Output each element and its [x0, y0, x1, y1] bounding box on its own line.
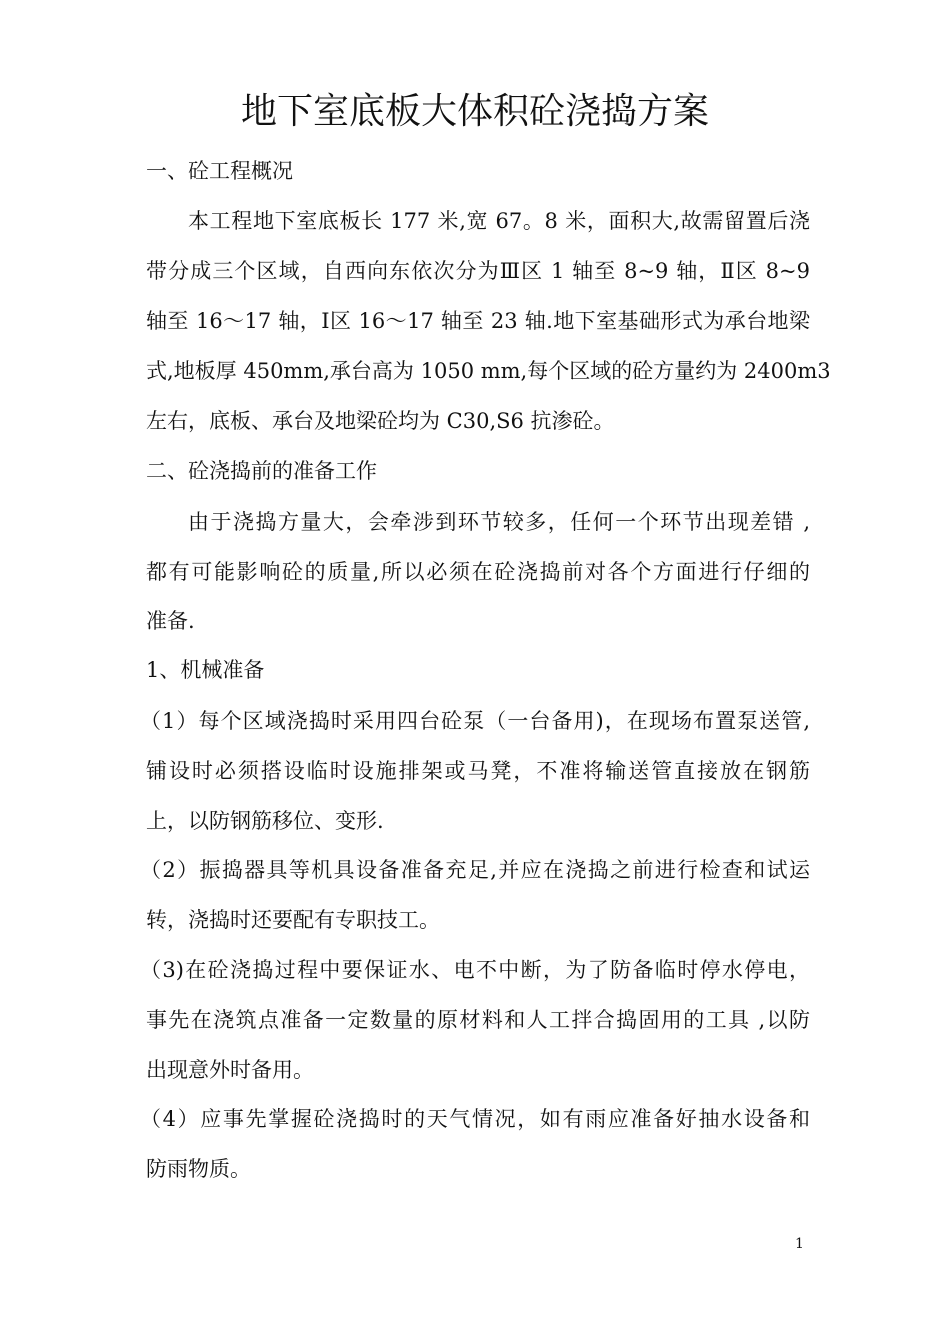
paragraph-1-line: 式,地板厚 450mm,承台高为 1050 mm,每个区域的砼方量约为 2400m3 [146, 359, 831, 383]
item-2-line: 转，浇捣时还要配有专职技工。 [146, 908, 440, 932]
item-3-line: （3)在砼浇捣过程中要保证水、电不中断，为了防备临时停水停电， [140, 958, 810, 982]
item-3-line: 出现意外时备用。 [146, 1058, 314, 1082]
paragraph-2-line: 都有可能影响砼的质量,所以必须在砼浇捣前对各个方面进行仔细的 [146, 560, 810, 584]
paragraph-2-line: 由于浇捣方量大，会牵涉到环节较多，任何一个环节出现差错 , [188, 510, 810, 534]
item-1-line: （1）每个区域浇捣时采用四台砼泵（一台备用)，在现场布置泵送管, [140, 709, 810, 733]
item-3-line: 事先在浇筑点准备一定数量的原材料和人工拌合捣固用的工具 ,以防 [146, 1008, 810, 1032]
paragraph-1-line: 带分成三个区域，自西向东依次分为Ⅲ区 1 轴至 8~9 轴，Ⅱ区 8~9 [146, 259, 810, 283]
paragraph-1-line: 左右，底板、承台及地梁砼均为 C30,S6 抗渗砼。 [146, 409, 615, 433]
subsection-1-heading: 1、机械准备 [146, 658, 265, 682]
item-4-line: 防雨物质。 [146, 1157, 251, 1181]
section-1-heading: 一、砼工程概况 [146, 159, 293, 183]
item-2-line: （2）振捣器具等机具设备准备充足,并应在浇捣之前进行检查和试运 [140, 858, 810, 882]
page-number: 1 [795, 1236, 804, 1252]
item-1-line: 上，以防钢筋移位、变形. [146, 809, 384, 833]
paragraph-1-line: 轴至 16～17 轴，Ⅰ区 16～17 轴至 23 轴.地下室基础形式为承台地梁 [146, 309, 810, 333]
section-2-heading: 二、砼浇捣前的准备工作 [146, 459, 377, 483]
item-1-line: 铺设时必须搭设临时设施排架或马凳，不准将输送管直接放在钢筋 [146, 759, 810, 783]
paragraph-2-line: 准备. [146, 609, 195, 633]
item-4-line: （4）应事先掌握砼浇捣时的天气情况，如有雨应准备好抽水设备和 [140, 1107, 810, 1131]
document-title: 地下室底板大体积砼浇捣方案 [240, 91, 709, 132]
paragraph-1-line: 本工程地下室底板长 177 米,宽 67。8 米，面积大,故需留置后浇 [188, 209, 810, 233]
